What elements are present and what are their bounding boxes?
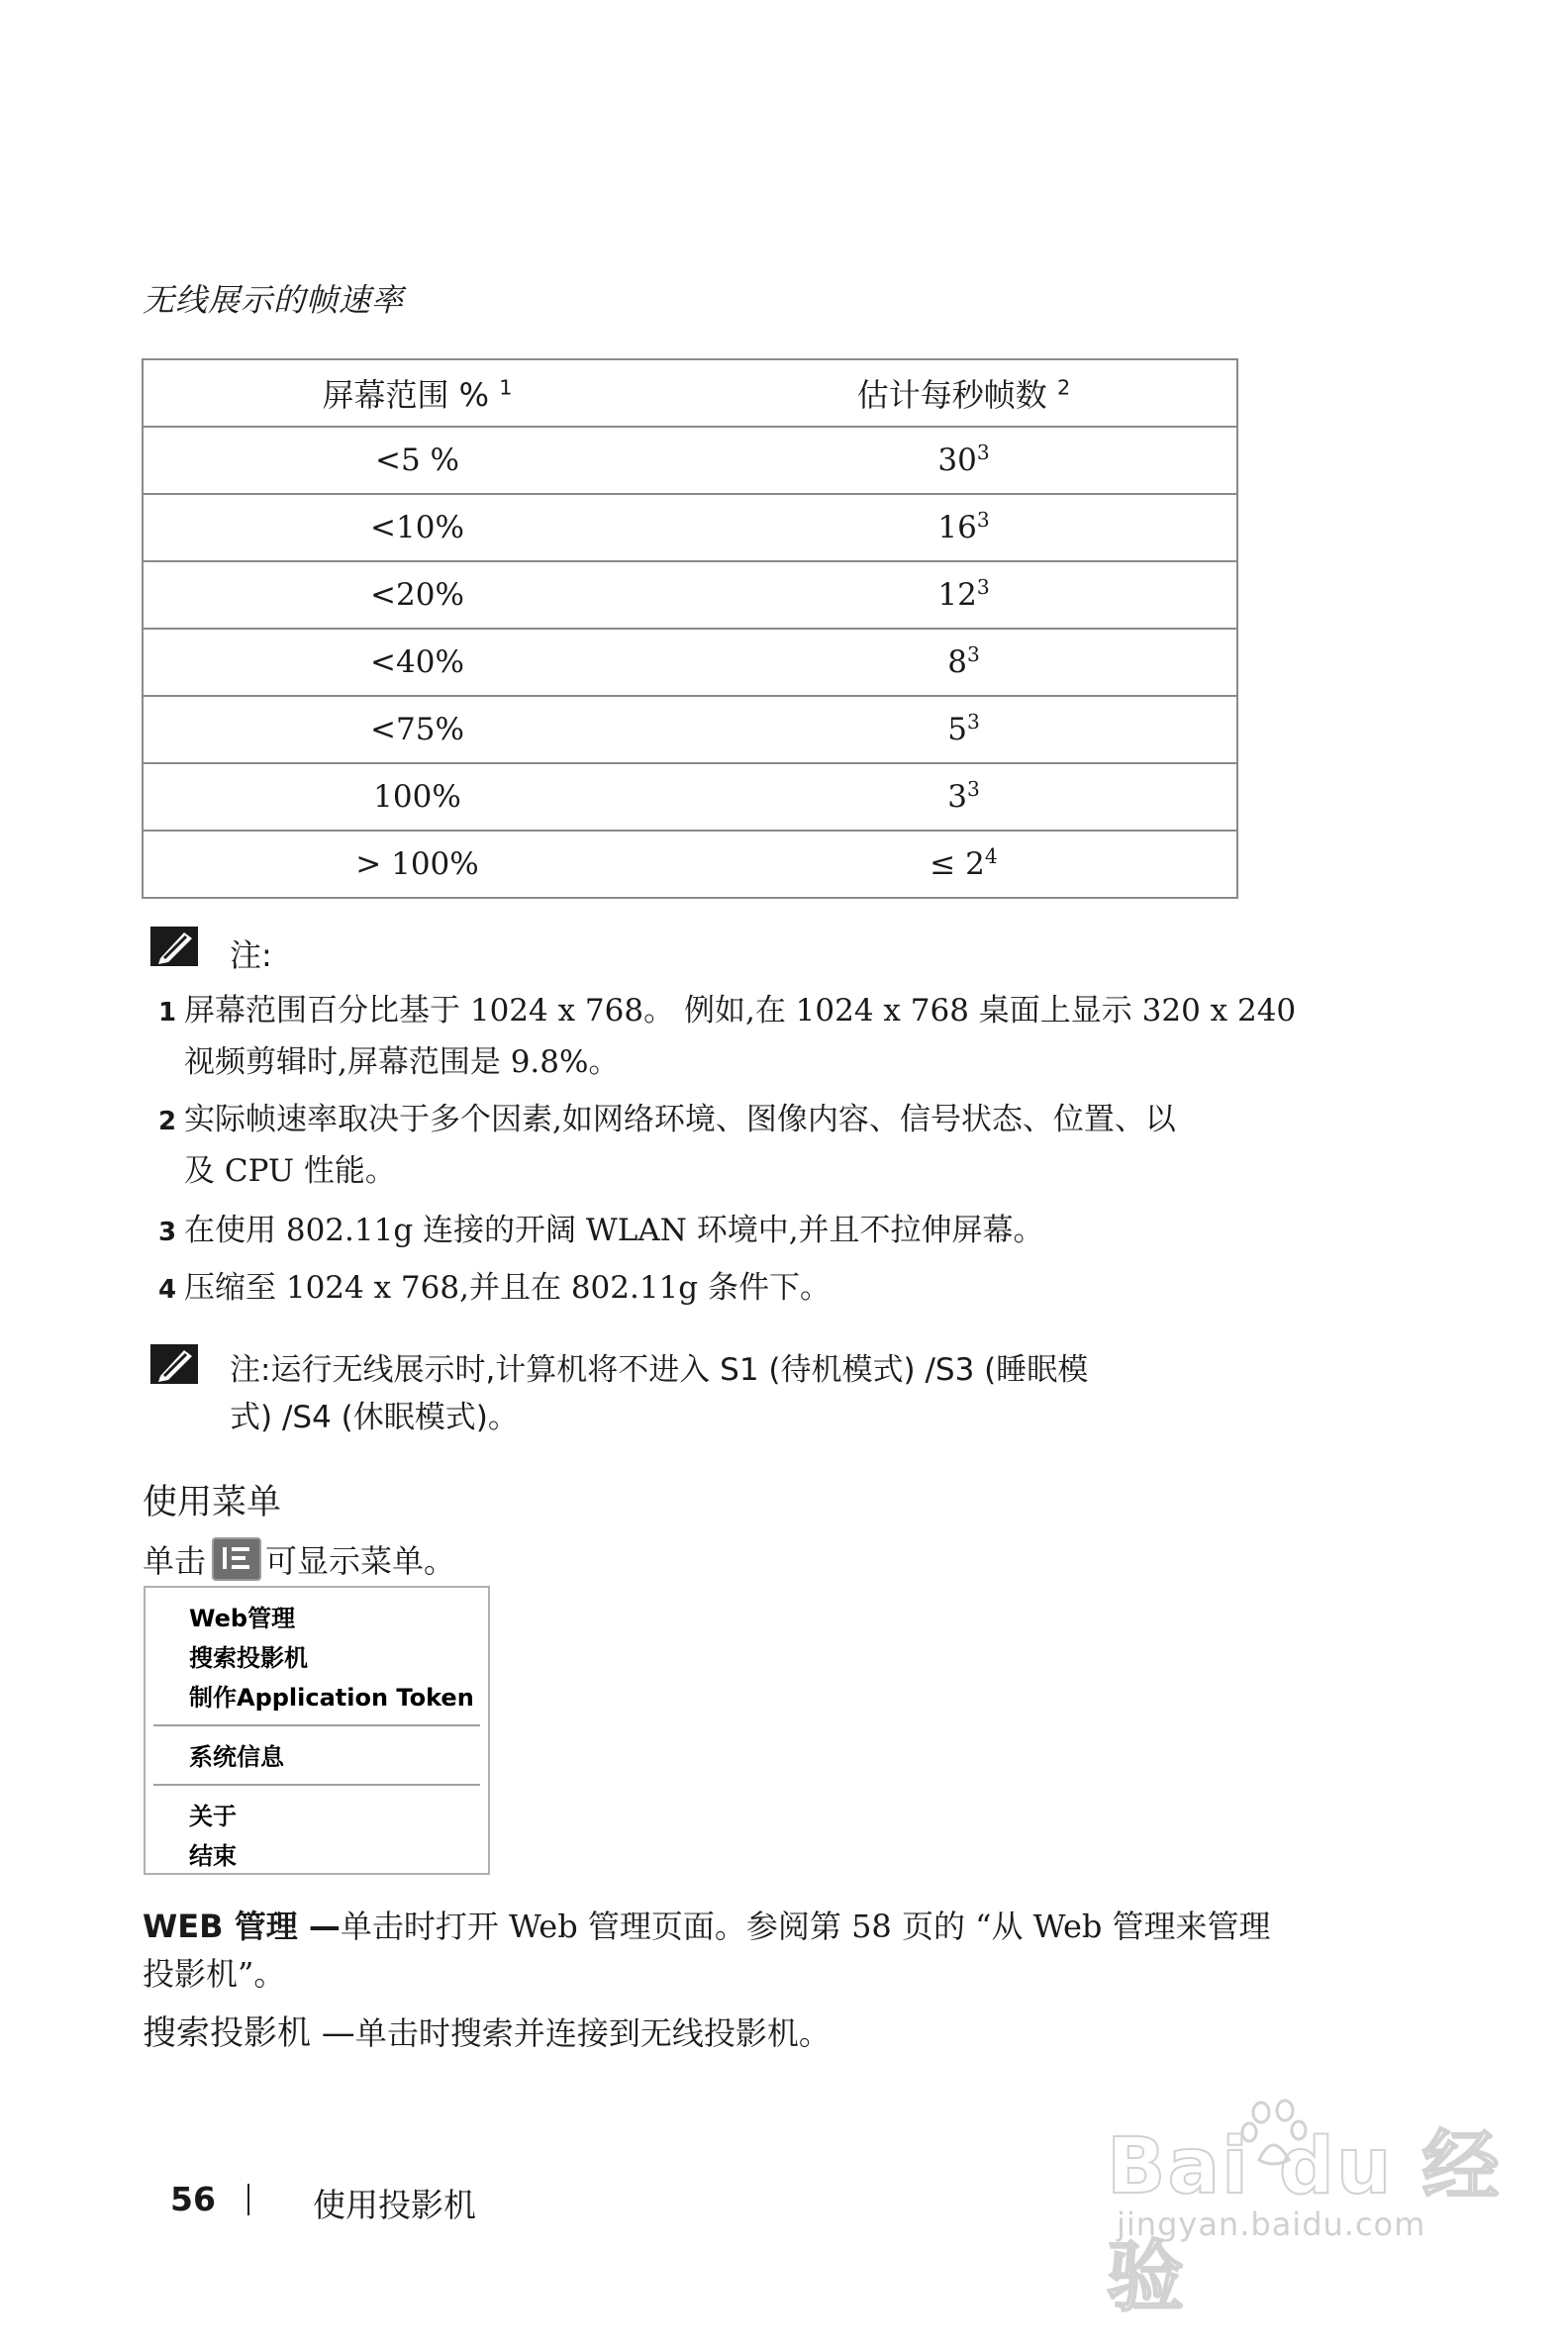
footnote-1 xyxy=(158,986,1346,1087)
menu-instruction xyxy=(143,1536,455,1582)
footnote-3 xyxy=(158,1206,1346,1257)
menu-item-system-info[interactable]: 系统信息 xyxy=(189,1743,284,1771)
note-text: 注:运行无线展示时,计算机将不进入 S1 (待机模式) /S3 (睡眠模 xyxy=(230,1352,1089,1388)
menu-item-web-management[interactable]: Web管理 xyxy=(189,1605,296,1632)
footnote-text: 压缩至 1024 x 768,并且在 802.11g 条件下。 xyxy=(184,1270,831,1306)
table-row xyxy=(143,427,1237,494)
search-projector-description xyxy=(143,2009,1370,2057)
cell-range: <10% xyxy=(143,494,691,561)
menu-separator xyxy=(153,1784,480,1787)
cell-range: <75% xyxy=(143,696,691,763)
web-management-description xyxy=(143,1903,1370,1998)
desc-text: 单击时打开 Web 管理页面。参阅第 58 页的 “从 Web 管理来管理 xyxy=(340,1908,1271,1945)
table-header-row xyxy=(143,359,1237,427)
menu-item-make-token[interactable]: 制作Application Token xyxy=(189,1684,474,1712)
cell-range: <5 % xyxy=(143,427,691,494)
footer-section-title: 使用投影机 xyxy=(313,2186,476,2224)
cell-fps: $12^3$ xyxy=(691,561,1237,629)
cell-fps: $16^3$ xyxy=(691,494,1237,561)
footnote-text: 实际帧速率取决于多个因素,如网络环境、图像内容、信号状态、位置、以 xyxy=(184,1102,1176,1137)
instruction-text: 单击 xyxy=(143,1542,207,1580)
footnote-number: 1 xyxy=(158,998,177,1028)
footnote-text: 屏幕范围百分比基于 1024 x 768。 例如,在 1024 x 768 桌面上显示 320 x 240 xyxy=(184,993,1297,1029)
note-pencil-icon xyxy=(148,925,200,968)
footnote-number: 4 xyxy=(158,1275,177,1305)
menu-item-exit[interactable]: 结束 xyxy=(189,1842,237,1870)
menu-list-icon[interactable] xyxy=(212,1537,261,1581)
cell-range: <40% xyxy=(143,629,691,696)
desc-text: 单击时搜索并连接到无线投影机。 xyxy=(354,2014,831,2052)
cell-fps: $8^3$ xyxy=(691,629,1237,696)
watermark-url: jingyan.baidu.com xyxy=(1117,2205,1426,2243)
section-title: 使用菜单 xyxy=(143,1483,282,1522)
desc-text: 投影机”。 xyxy=(143,1955,286,1993)
note-label: 注: xyxy=(230,936,272,974)
footer-divider xyxy=(247,2184,249,2215)
table-row xyxy=(143,629,1237,696)
term-dash: — xyxy=(297,1908,341,1945)
term-search-projector: 搜索投影机 — xyxy=(143,2013,355,2053)
menu-item-about[interactable]: 关于 xyxy=(189,1803,237,1830)
footnote-number: 2 xyxy=(158,1107,177,1136)
footnote-2 xyxy=(158,1095,1346,1196)
footnote-4 xyxy=(158,1263,1346,1315)
cell-fps: $30^3$ xyxy=(691,427,1237,494)
table-row xyxy=(143,831,1237,898)
page-number: 56 xyxy=(170,2180,216,2218)
cell-range: <20% xyxy=(143,561,691,629)
footnote-text: 在使用 802.11g 连接的开阔 WLAN 环境中,并且不拉伸屏幕。 xyxy=(184,1213,1044,1248)
cell-range: > 100% xyxy=(355,846,479,882)
table-row xyxy=(143,561,1237,629)
header-screen-range: 屏幕范围 % $^1$ xyxy=(143,359,691,427)
cell-fps: $3^3$ xyxy=(691,763,1237,831)
cell-fps: $5^3$ xyxy=(691,696,1237,763)
footnote-text: 视频剪辑时,屏幕范围是 9.8%。 xyxy=(184,1044,620,1080)
header-estimated-fps: 估计每秒帧数 $^2$ xyxy=(691,359,1237,427)
menu-separator xyxy=(153,1724,480,1727)
table-caption: 无线展示的帧速率 xyxy=(143,281,405,319)
frame-rate-table xyxy=(142,358,1238,899)
sleep-mode-note xyxy=(230,1346,1338,1441)
term-web-management: WEB 管理 xyxy=(143,1908,298,1945)
menu-item-search-projector[interactable]: 搜索投影机 xyxy=(189,1644,308,1672)
watermark-logo: Bai du 经验 xyxy=(1107,2122,1502,2322)
note-text: 式) /S4 (休眠模式)。 xyxy=(230,1400,519,1435)
table-row xyxy=(143,696,1237,763)
cell-fps: ≤ $2^4$ xyxy=(930,843,998,882)
footnote-number: 3 xyxy=(158,1218,177,1247)
cell-range: 100% xyxy=(143,763,691,831)
table-row xyxy=(143,494,1237,561)
instruction-text: 可显示菜单。 xyxy=(265,1542,456,1580)
note-pencil-icon xyxy=(148,1342,200,1386)
footnote-text: 及 CPU 性能。 xyxy=(184,1153,396,1189)
context-menu xyxy=(144,1586,490,1875)
table-row xyxy=(143,763,1237,831)
